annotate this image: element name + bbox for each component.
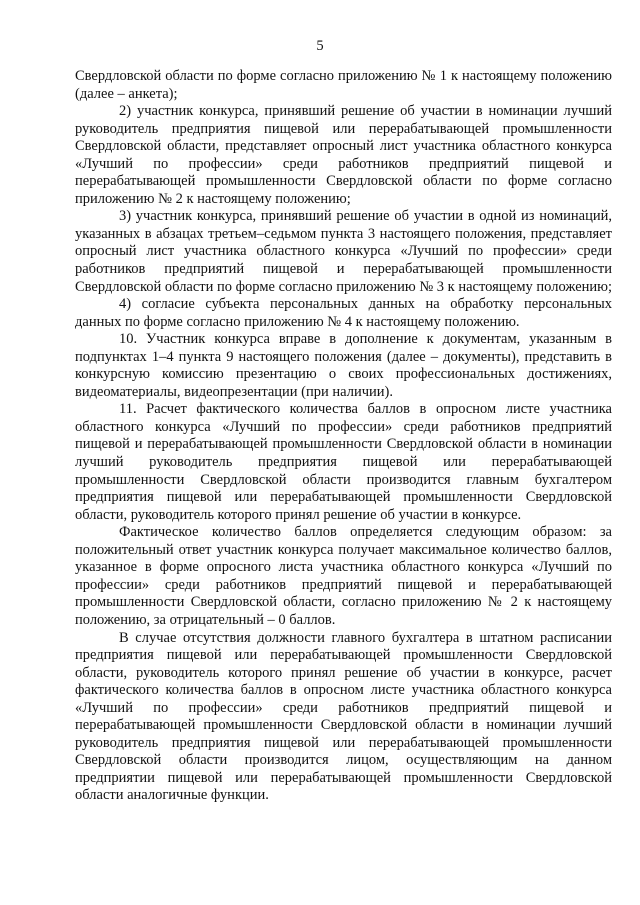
paragraph-7: Фактическое количество баллов определяется следующим образом: за положительный ответ участник конкурса получает максимальное количество баллов, указанное в форме опросного листа участника областного конкурса «Лучший по профессии» среди работников предприятий пищевой и перерабатывающей промышленности Свердловской области, согласно приложению № 2 к настоящему положению, за отрицательный – 0 баллов. bbox=[75, 524, 612, 628]
paragraph-1: Свердловской области по форме согласно приложению № 1 к настоящему положению (далее – анкета); bbox=[75, 68, 612, 102]
paragraph-5: 10. Участник конкурса вправе в дополнение к документам, указанным в подпунктах 1–4 пункта 9 настоящего положения (далее – документы), представить в конкурсную комиссию презентацию о своих профессиональных достижениях, видеоматериалы, видеопрезентации (при наличии). bbox=[75, 331, 612, 400]
paragraph-3: 3) участник конкурса, принявший решение об участии в одной из номинаций, указанных в абзацах третьем–седьмом пункта 3 настоящего положения, представляет опросный лист участника областного конкурса «Лучший по профессии» среди работников предприятий пищевой и перерабатывающей промышленности Свердловской области по форме согласно приложению № 3 к настоящему положению; bbox=[75, 208, 613, 295]
paragraph-8: В случае отсутствия должности главного бухгалтера в штатном расписании предприятия пищевой или перерабатывающей промышленности Свердловской области, руководитель которого принял решение об участии в конкурсе, расчет фактического количества баллов в опросном листе участника областного конкурса «Лучший по профессии» среди работников предприятий пищевой и перерабатывающей промышленности Свердловской области в номинации лучший руководитель предприятия пищевой или перерабатывающей промышленности Свердловской области производится лицом, осуществляющим на данном предприятии пищевой или перерабатывающей промышленности Свердловской области аналогичные функции. bbox=[75, 629, 612, 804]
paragraph-4: 4) согласие субъекта персональных данных на обработку персональных данных по форме согласно приложению № 4 к настоящему положению. bbox=[75, 296, 612, 330]
paragraph-6: 11. Расчет фактического количества баллов в опросном листе участника областного конкурса «Лучший по профессии» среди работников предприятий пищевой и перерабатывающей промышленности Свердловской области в номинации лучший руководитель предприятия пищевой или перерабатывающей промышленности Свердловской области производится главным бухгалтером предприятия пищевой или перерабатывающей промышленности Свердловской области, руководитель которого принял решение об участии в конкурсе. bbox=[75, 401, 612, 523]
paragraph-2: 2) участник конкурса, принявший решение об участии в номинации лучший руководитель предприятия пищевой или перерабатывающей промышленности Свердловской области, представляет опросный лист участника областного конкурса «Лучший по профессии» среди работников предприятий пищевой и перерабатывающей промышленности Свердловской области по форме согласно приложению № 2 к настоящему положению; bbox=[75, 103, 612, 207]
page-number: 5 bbox=[316, 38, 324, 54]
document-body bbox=[75, 68, 612, 805]
